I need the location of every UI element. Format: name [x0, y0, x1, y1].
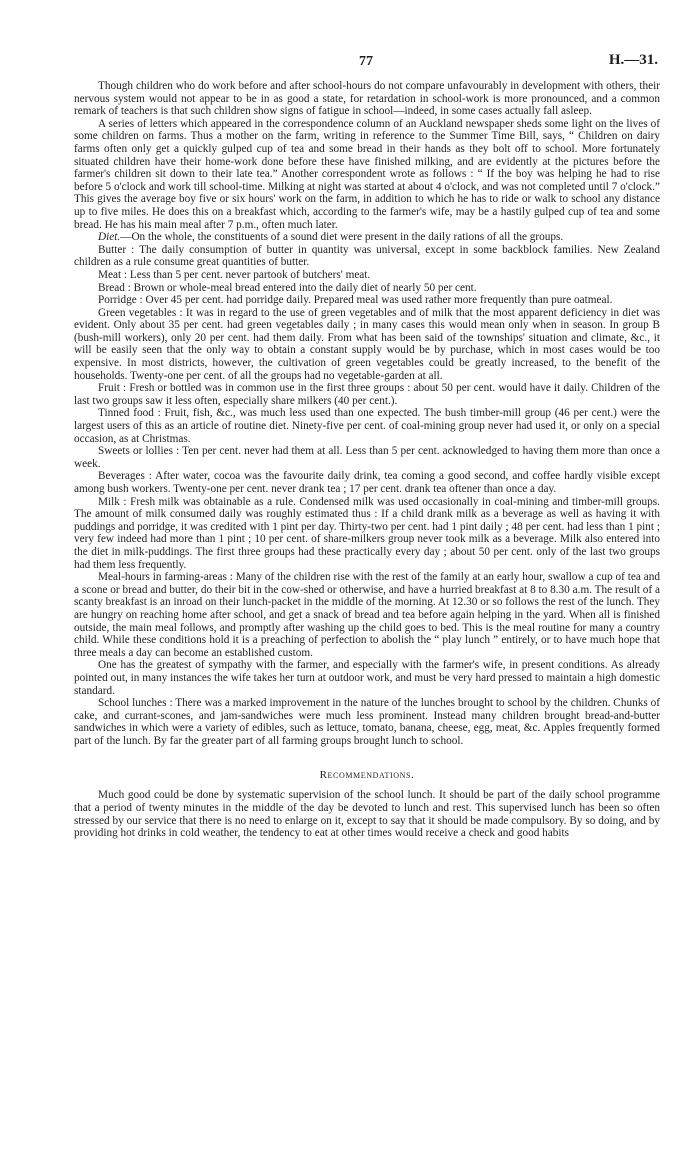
paragraph [74, 445, 660, 470]
paragraph-text: Meal-hours in farming-areas : Many of the children rise with the rest of the family at an early hour, swallow a cup of tea and a scone or bread and butter, do their bit in the cow-shed or otherwise, and have a hurried breakfast at 8 to 8.30 a.m. The result of a scanty breakfast is an inroad on their lunch-packet in the middle of the morning. At 12.30 or so follows the rest of the lunch. They are hungry on reaching home after school, and get a snack of bread and tea before again helping in the yard. When all is finished outside, the main meal follows, and promptly after washing up the child goes to bed. This is the meal routine for many a country child. While these conditions hold it is a preaching of perfection to abolish the “ play lunch ” entirely, or to have much hope that three meals a day can become an established custom. [74, 571, 660, 659]
paragraph [74, 282, 660, 295]
paragraph-text: One has the greatest of sympathy with the farmer, and especially with the farmer's wife, in present conditions. As already pointed out, in many instances the wife takes her turn at outdoor work, and must be very hard pressed to maintain a high domestic standard. [74, 659, 660, 697]
page-number: 77 [359, 54, 373, 69]
paragraph-text: Butter : The daily consumption of butter in quantity was universal, except in some backblock families. New Zealand children as a rule consume great quantities of butter. [74, 243, 660, 269]
paragraph-lead: Diet. [98, 231, 121, 244]
paragraph [74, 382, 660, 407]
paragraph [74, 269, 660, 282]
paragraph [74, 571, 660, 659]
page-header [74, 50, 658, 72]
paragraph [74, 244, 660, 269]
paragraph-text: Fruit : Fresh or bottled was in common use in the first three groups : about 50 per cent. would have it daily. Children of the last two groups saw it less often, especially share milkers (40 per cent.). [74, 382, 660, 407]
page-body [74, 80, 660, 840]
paragraph [74, 407, 660, 445]
paragraph-text: Tinned food : Fruit, fish, &c., was much less used than one expected. The bush timber-mill group (46 per cent.) were the largest users of this as an article of routine diet. Ninety-five per cent. of coal-mining group never had used it, or only on a special occasion, as at Christmas. [74, 407, 660, 445]
document-reference: H.—31. [608, 52, 658, 68]
section-heading: Recommendations. [319, 769, 415, 782]
paragraph [74, 118, 660, 231]
paragraph [74, 470, 660, 495]
paragraph-text: Beverages : After water, cocoa was the favourite daily drink, tea coming a good second, and coffee hardly visible except among bush workers. Twenty-one per cent. never drank tea ; 17 per cent. drank tea oftener than once a day. [74, 470, 660, 495]
paragraph-text: Sweets or lollies : Ten per cent. never had them at all. Less than 5 per cent. acknowledged to having them more than once a week. [74, 445, 660, 470]
paragraph [74, 496, 660, 572]
paragraph [74, 80, 660, 118]
closing-paragraph: Much good could be done by systematic supervision of the school lunch. It should be part of the daily school programme that a period of twenty minutes in the middle of the day be devoted to lunch and rest. This supervised lunch has been so often stressed by our service that there is no need to enlarge on it, except to say that it should be made compulsory. By so doing, and by providing hot drinks in cold weather, the tendency to eat at other times would receive a check and good habits [74, 789, 660, 840]
paragraph-text: School lunches : There was a marked improvement in the nature of the lunches brought to school by the children. Chunks of cake, and currant-scones, and jam-sandwiches were much less prominent. Instead many children brought bread-and-butter sandwiches in which were a variety of edibles, such as lettuce, tomato, banana, cheese, egg, meat, &c. Apples frequently formed part of the lunch. By far the greater part of all farming groups brought lunch to school. [74, 697, 660, 747]
paragraph-text: —On the whole, the constituents of a sound diet were present in the daily rations of all the groups. [120, 231, 564, 244]
paragraph-text: A series of letters which appeared in the correspondence column of an Auckland newspaper sheds some light on the lives of some children on farms. Thus a mother on the farm, writing in reference to the Summer Time Bill, says, “ Children on dairy farms often only get a quickly gulped cup of tea and some bread in their hands as they bolt off to school. More fortunately situated children have their home-work done before these have finished milking, and are evidently at the pictures before the farmer's children sit down to their late tea.” Another correspondent wrote as follows : “ If the boy was helping he had to rise before 5 o'clock and work till school-time. Milking at night was started at about 4 o'clock, and was not completed until 7 o'clock.” This gives the average boy five or six hours' work on the farm, in addition to which he has to ride or walk to school any distance up to five miles. He does this on a breakfast which, according to the farmer's wife, may be a hastily gulped cup of tea and some bread. He has his main meal after 7 p.m., often much later. [74, 117, 660, 231]
paragraph-text: Though children who do work before and after school-hours do not compare unfavourably in development with others, their nervous system would not appear to be in as good a state, for retardation in school-work is more pronounced, and a common remark of teachers is that such children show signs of fatigue in school—indeed, in some cases actually fall asleep. [74, 80, 660, 118]
paragraph [74, 697, 660, 747]
paragraph-text: Meat : Less than 5 per cent. never partook of butchers' meat. [98, 268, 371, 281]
paragraph [74, 231, 660, 244]
paragraph-text: Green vegetables : It was in regard to the use of green vegetables and of milk that the most apparent deficiency in diet was evident. Only about 35 per cent. had green vegetables daily ; in many cases this would mean only when in season. In group B (bush-mill workers), only 20 per cent. had them daily. From what has been said of the townships' situation and climate, &c., it will be easily seen that the only way to obtain a constant supply would be by purchase, which in most cases would be too expensive. In most districts, however, the cultivation of green vegetables could be greatly increased, to the benefit of the households. Twenty-one per cent. of all the groups had no vegetable-garden at all. [74, 306, 660, 382]
paragraph [74, 294, 660, 307]
paragraph [74, 307, 660, 383]
paragraph-text: Porridge : Over 45 per cent. had porridge daily. Prepared meal was used rather more frequently than pure oatmeal. [98, 294, 613, 307]
paragraph-text: Milk : Fresh milk was obtainable as a rule. Condensed milk was used occasionally in coal-mining and timber-mill groups. The amount of milk consumed daily was roughly estimated thus : If a child drank milk as a beverage as well as having it with puddings and porridge, it was credited with 1 pint per day. Thirty-two per cent. had 1 pint daily ; 48 per cent. had less than 1 pint ; very few indeed had more than 1 pint ; 10 per cent. of share-milkers group never took milk as a beverage. Milk also entered into the diet in milk-puddings. The first three groups had these practically every day ; about 50 per cent. only of the last two groups had them less frequently. [74, 495, 660, 571]
paragraph-text: Bread : Brown or whole-meal bread entered into the daily diet of nearly 50 per cent. [98, 281, 477, 294]
paragraph [74, 659, 660, 697]
